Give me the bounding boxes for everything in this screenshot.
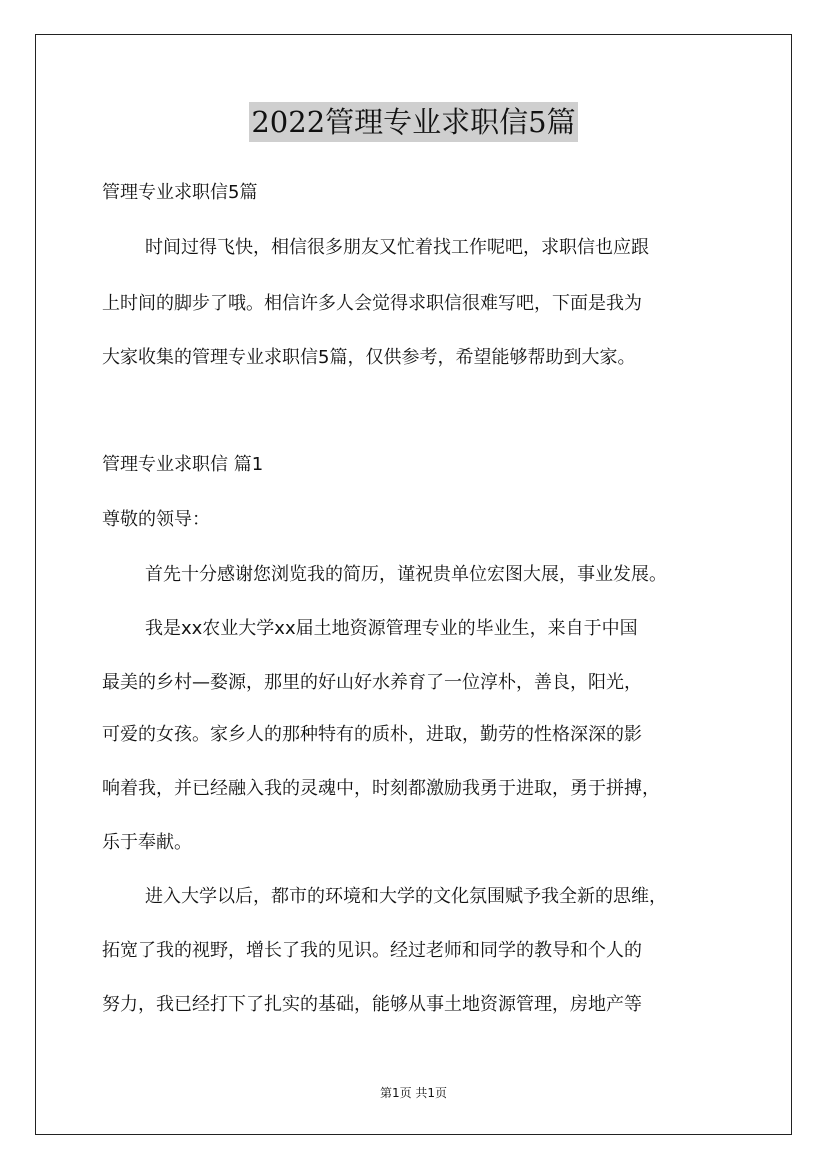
paragraph-line: 拓宽了我的视野，增长了我的见识。经过老师和同学的教导和个人的 bbox=[102, 940, 642, 961]
paragraph-line: 响着我，并已经融入我的灵魂中，时刻都激励我勇于进取，勇于拼搏， bbox=[102, 778, 660, 799]
paragraph-line: 努力，我已经打下了扎实的基础，能够从事土地资源管理，房地产等 bbox=[102, 994, 642, 1015]
paragraph-line: 最美的乡村—婺源，那里的好山好水养育了一位淳朴，善良，阳光， bbox=[102, 672, 642, 693]
title-wrap bbox=[0, 102, 827, 142]
paragraph-line: 进入大学以后，都市的环境和大学的文化氛围赋予我全新的思维， bbox=[145, 886, 667, 907]
subtitle: 管理专业求职信5篇 bbox=[102, 182, 258, 203]
paragraph-line: 上时间的脚步了哦。相信许多人会觉得求职信很难写吧，下面是我为 bbox=[102, 293, 642, 314]
page-footer: 第1页 共1页 bbox=[379, 1086, 448, 1100]
paragraph-line: 可爱的女孩。家乡人的那种特有的质朴，进取，勤劳的性格深深的影 bbox=[102, 724, 642, 745]
paragraph-line: 我是xx农业大学xx届土地资源管理专业的毕业生，来自于中国 bbox=[145, 618, 638, 639]
salutation: 尊敬的领导： bbox=[102, 509, 210, 530]
section-heading: 管理专业求职信 篇1 bbox=[102, 454, 264, 475]
paragraph-line: 乐于奉献。 bbox=[102, 832, 192, 853]
paragraph-line: 大家收集的管理专业求职信5篇，仅供参考，希望能够帮助到大家。 bbox=[102, 347, 636, 368]
document-title: 2022管理专业求职信5篇 bbox=[249, 102, 577, 142]
paragraph-line: 首先十分感谢您浏览我的简历，谨祝贵单位宏图大展，事业发展。 bbox=[145, 564, 667, 585]
paragraph-line: 时间过得飞快，相信很多朋友又忙着找工作呢吧，求职信也应跟 bbox=[145, 237, 649, 258]
